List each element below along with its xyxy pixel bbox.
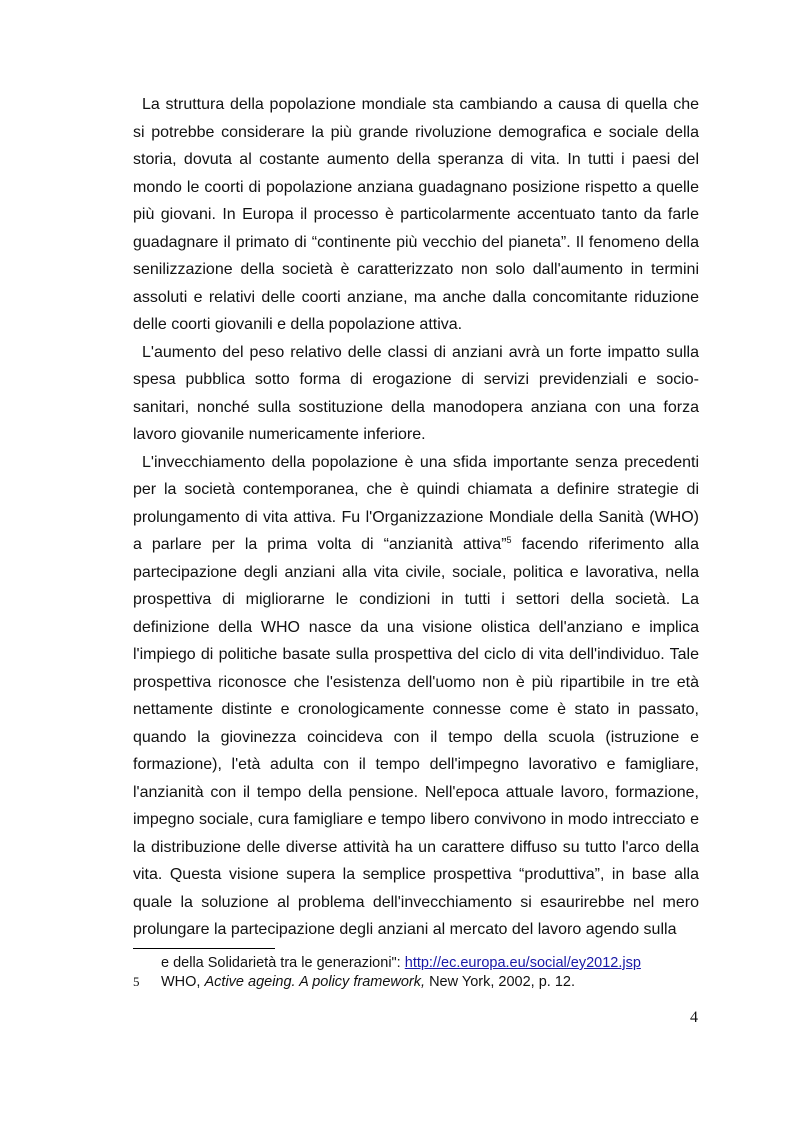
paragraph-3 <box>133 449 699 944</box>
footnote-5-title: Active ageing. A policy framework, <box>204 974 426 990</box>
footnote-5 <box>133 974 575 990</box>
paragraph-3-part-1: L'invecchiamento della popolazione è una sfida importante senza precedenti per la società contemporanea, che è quindi chiamata a definire strategie di prolungamento di vita attiva. Fu l'Organizzazione Mondiale della Sanità (WHO) a parlare per la prima volta di “anzianità attiva” <box>133 453 699 553</box>
paragraph-3-part-2: facendo riferimento alla partecipazione degli anziani alla vita civile, sociale, politica e lavorativa, nella prospettiva di migliorarne le condizioni in tutti i settori della società. La definizione della WHO nasce da una visione olistica dell'anziano e implica l'impiego di politiche basate sulla prospettiva del ciclo di vita dell'individuo. Tale prospettiva riconosce che l'esistenza dell'uomo non è più ripartibile in tre età nettamente distinte e cronologicamente connesse come è stato in passato, quando la giovinezza coincideva con il tempo della scuola (istruzione e formazione), l'età adulta con il tempo dell'impegno lavorativo e famigliare, l'anzianità con il tempo della pensione. Nell'epoca attuale lavoro, formazione, impegno sociale, cura famigliare e tempo libero convivono in modo intrecciato e la distribuzione delle diverse attività ha un carattere diffuso su tutto l'arco della vita. Questa visione supera la semplice prospettiva “produttiva”, in base alla quale la soluzione al problema dell'invecchiamento si esaurirebbe nel mero prolungare la partecipazione degli anziani al mercato del lavoro agendo sulla <box>133 536 700 938</box>
footnote-continuation-text: e della Solidarietà tra le generazioni": <box>161 955 405 971</box>
footnote-reference-5[interactable]: 5 <box>506 535 512 545</box>
body-text <box>133 91 699 944</box>
footnote-link[interactable]: http://ec.europa.eu/social/ey2012.jsp <box>404 955 641 971</box>
footnote-5-suffix: New York, 2002, p. 12. <box>425 974 575 990</box>
footnote-5-prefix: WHO, <box>161 974 205 990</box>
paragraph-2: L'aumento del peso relativo delle classi di anziani avrà un forte impatto sulla spesa pubblica sotto forma di erogazione di servizi previdenziali e socio-sanitari, nonché sulla sostituzione della manodopera anziana con una forza lavoro giovanile numericamente inferiore. <box>133 343 699 443</box>
footnote-separator <box>133 948 275 949</box>
page-number: 4 <box>690 1009 698 1026</box>
footnote-5-number: 5 <box>133 974 140 989</box>
paragraph-1: La struttura della popolazione mondiale sta cambiando a causa di quella che si potrebbe considerare la più grande rivoluzione demografica e sociale della storia, dovuta al costante aumento della speranza di vita. In tutti i paesi del mondo le coorti di popolazione anziana guadagnano posizione rispetto a quelle più giovani. In Europa il processo è particolarmente accentuato tanto da farle guadagnare il primato di “continente più vecchio del pianeta”. Il fenomeno della senilizzazione della società è caratterizzato non solo dall'aumento in termini assoluti e relativi delle coorti anziane, ma anche dalla concomitante riduzione delle coorti giovanili e della popolazione attiva. <box>133 96 699 333</box>
footnote-continuation <box>161 955 641 971</box>
